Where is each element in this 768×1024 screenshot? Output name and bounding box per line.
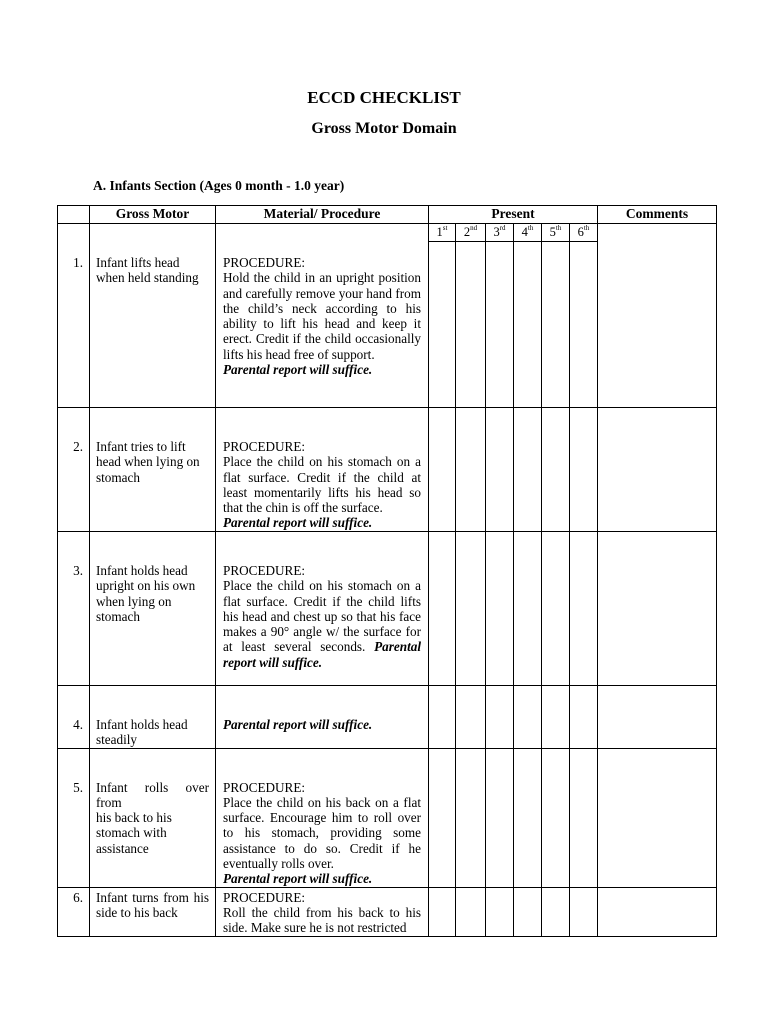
check-cell[interactable] xyxy=(514,532,542,686)
check-cell[interactable] xyxy=(486,887,514,936)
check-cell[interactable] xyxy=(429,686,456,749)
document-subtitle: Gross Motor Domain xyxy=(311,120,457,137)
procedure-text: Roll the child from his back to his side. Make sure he is not restricted xyxy=(223,904,421,936)
row-item: Infant lifts head when held standing xyxy=(90,224,216,408)
comments-cell[interactable] xyxy=(598,748,717,887)
procedure-text: Place the child on his stomach on a flat surface. Credit if the child at least momentarily lifts his head so that the chin is off the surface. xyxy=(223,454,421,516)
procedure-text: Place the child on his back on a flat surface. Encourage him to roll over to his stomach, providing some assistance to do so. Credit if he eventually rolls over. xyxy=(223,794,421,872)
row-procedure xyxy=(216,887,429,936)
check-cell[interactable] xyxy=(429,748,456,887)
check-cell[interactable] xyxy=(570,686,598,749)
procedure-text: Place the child on his stomach on a flat surface. Credit if the child lifts his head and chest up so that his face makes a 90° angle w/ the surface for at least several seconds. Parental report will suffice. xyxy=(223,578,422,670)
ordinal-5: 5th xyxy=(542,224,570,242)
check-cell[interactable] xyxy=(514,408,542,532)
check-cell[interactable] xyxy=(486,686,514,749)
header-row xyxy=(58,206,717,224)
header-comments: Comments xyxy=(598,206,717,224)
check-cell[interactable] xyxy=(570,887,598,936)
procedure-label: PROCEDURE: xyxy=(223,889,306,905)
check-cell[interactable] xyxy=(514,887,542,936)
check-cell[interactable] xyxy=(486,408,514,532)
procedure-label: PROCEDURE: xyxy=(223,439,306,454)
check-cell[interactable] xyxy=(542,887,570,936)
check-cell[interactable] xyxy=(486,532,514,686)
table-row xyxy=(58,408,717,532)
check-cell[interactable] xyxy=(429,532,456,686)
procedure-text: Hold the child in an upright position and carefully remove your hand from the child’s neck according to his ability to lift his head and keep it erect. Credit if the child occasionally lifts his head free of support. xyxy=(223,270,421,362)
check-cell[interactable] xyxy=(542,686,570,749)
row-number: 6. xyxy=(58,887,90,936)
procedure-label: PROCEDURE: xyxy=(223,779,306,795)
row-item: Infant rolls over from his back to his stomach with assistance xyxy=(90,748,216,887)
row-number: 4. xyxy=(58,686,90,749)
parental-note: Parental report will suffice. xyxy=(223,639,422,670)
table-row xyxy=(58,686,717,749)
row-number: 5. xyxy=(58,748,90,887)
check-cell[interactable] xyxy=(570,532,598,686)
procedure-label: PROCEDURE: xyxy=(223,563,306,578)
check-cell[interactable] xyxy=(456,686,486,749)
row-procedure xyxy=(216,686,429,749)
header-gross-motor: Gross Motor xyxy=(90,206,216,224)
row-item: Infant holds head upright on his own when lying on stomach xyxy=(90,532,216,686)
parental-note: Parental report will suffice. xyxy=(223,871,373,887)
section-heading: A. Infants Section (Ages 0 month - 1.0 year) xyxy=(93,178,345,193)
checklist-table xyxy=(57,205,717,937)
row-procedure xyxy=(216,224,429,408)
row-item: Infant tries to lift head when lying on stomach xyxy=(90,408,216,532)
parental-note: Parental report will suffice. xyxy=(223,362,373,378)
ordinal-2: 2nd xyxy=(456,224,486,242)
row-procedure xyxy=(216,408,429,532)
check-cell[interactable] xyxy=(542,242,570,408)
row-item: Infant turns from his side to his back xyxy=(90,887,216,936)
check-cell[interactable] xyxy=(456,532,486,686)
header-material: Material/ Procedure xyxy=(216,206,429,224)
comments-cell[interactable] xyxy=(598,224,717,408)
table-row xyxy=(58,887,717,936)
table-row xyxy=(58,532,717,686)
comments-cell[interactable] xyxy=(598,887,717,936)
row-procedure xyxy=(216,748,429,887)
document-title: ECCD CHECKLIST xyxy=(307,88,461,107)
check-cell[interactable] xyxy=(429,408,456,532)
row-number: 3. xyxy=(58,532,90,686)
check-cell[interactable] xyxy=(456,242,486,408)
table-row xyxy=(58,748,717,887)
row-item: Infant holds head steadily xyxy=(90,686,216,749)
ordinal-4: 4th xyxy=(514,224,542,242)
check-cell[interactable] xyxy=(429,887,456,936)
check-cell[interactable] xyxy=(486,242,514,408)
check-cell[interactable] xyxy=(456,408,486,532)
check-cell[interactable] xyxy=(486,748,514,887)
comments-cell[interactable] xyxy=(598,532,717,686)
table-row xyxy=(58,224,717,242)
check-cell[interactable] xyxy=(456,748,486,887)
procedure-label: PROCEDURE: xyxy=(223,255,306,270)
check-cell[interactable] xyxy=(570,408,598,532)
parental-note: Parental report will suffice. xyxy=(223,515,373,531)
ordinal-6: 6th xyxy=(570,224,598,242)
check-cell[interactable] xyxy=(514,242,542,408)
check-cell[interactable] xyxy=(514,748,542,887)
comments-cell[interactable] xyxy=(598,408,717,532)
check-cell[interactable] xyxy=(514,686,542,749)
check-cell[interactable] xyxy=(570,242,598,408)
comments-cell[interactable] xyxy=(598,686,717,749)
parental-note: Parental report will suffice. xyxy=(223,717,373,732)
check-cell[interactable] xyxy=(542,408,570,532)
ordinal-3: 3rd xyxy=(486,224,514,242)
header-number xyxy=(58,206,90,224)
row-number: 2. xyxy=(58,408,90,532)
check-cell[interactable] xyxy=(429,242,456,408)
row-procedure xyxy=(216,532,429,686)
check-cell[interactable] xyxy=(542,532,570,686)
ordinal-1: 1st xyxy=(429,224,456,242)
check-cell[interactable] xyxy=(456,887,486,936)
check-cell[interactable] xyxy=(542,748,570,887)
check-cell[interactable] xyxy=(570,748,598,887)
row-number: 1. xyxy=(58,224,90,408)
header-present: Present xyxy=(429,206,598,224)
